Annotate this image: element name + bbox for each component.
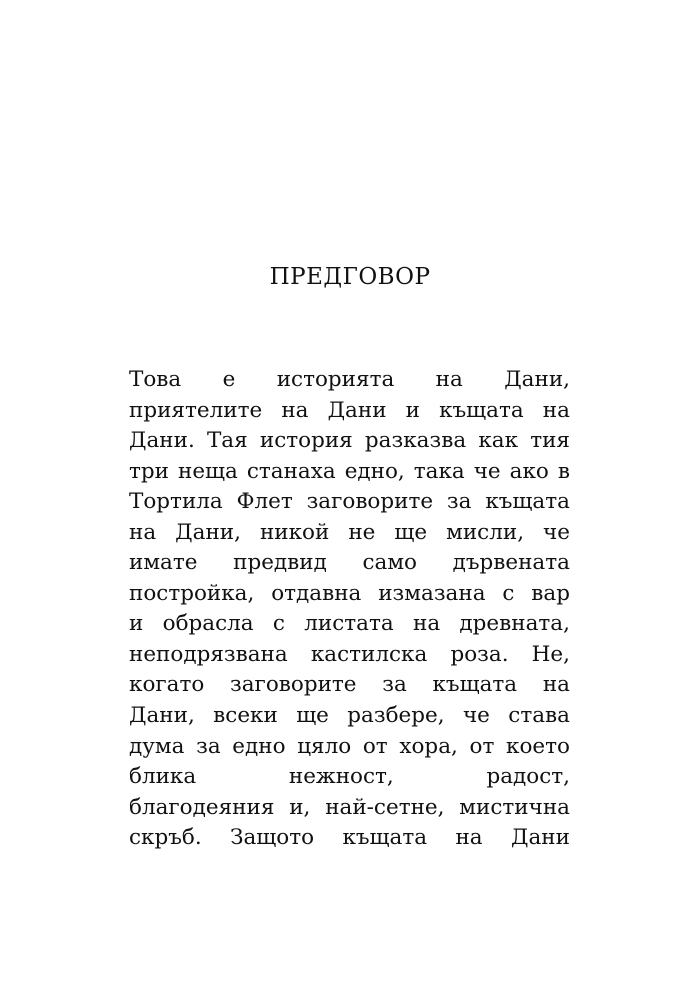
word: всеки (213, 703, 278, 729)
word: Дани (327, 397, 387, 423)
word: роза. (450, 641, 509, 667)
word: Не, (531, 641, 570, 667)
text-line (129, 762, 570, 793)
text-line (129, 579, 570, 610)
word: на (542, 397, 570, 423)
word: е (222, 367, 236, 392)
word: листата (304, 611, 394, 637)
word: Дани, (504, 367, 570, 392)
word: Това (129, 367, 182, 392)
text-line (129, 640, 570, 671)
word: древната, (459, 611, 570, 637)
word: Защото (230, 825, 315, 851)
text-line (129, 457, 570, 488)
word: Тортила (129, 489, 223, 515)
word: едно (232, 733, 286, 759)
word: разказва (364, 428, 467, 454)
word: за (446, 489, 472, 515)
word: измазана (378, 580, 486, 606)
chapter-heading: ПРЕДГОВОР (269, 264, 431, 290)
word: на (281, 397, 309, 423)
word: историята (276, 367, 395, 392)
word: никой (259, 519, 330, 545)
word: къщата (432, 672, 518, 698)
word: приятелите (129, 397, 263, 423)
word: дума (129, 733, 185, 759)
word: Дани, (175, 519, 241, 545)
word: благодеяния (129, 794, 275, 820)
word: от (362, 733, 388, 759)
word: когато (129, 672, 205, 698)
word: кастилска (310, 641, 428, 667)
word: само (362, 550, 417, 576)
word: скръб. (129, 825, 202, 851)
word: не (348, 519, 376, 545)
text-line (129, 396, 570, 427)
word: хора, (399, 733, 458, 759)
word: заговорите (230, 672, 357, 698)
word: и (129, 611, 144, 637)
word: за (382, 672, 407, 698)
word: мистична (459, 794, 570, 820)
word: в (557, 458, 570, 484)
text-line (129, 823, 570, 854)
word: Дани, (129, 703, 195, 729)
text-line (129, 793, 570, 824)
word: три (129, 458, 169, 484)
word: на (455, 825, 483, 851)
word: Дани (510, 825, 570, 851)
word: ще (296, 703, 329, 729)
word: едно, (344, 458, 405, 484)
word: Тая (206, 428, 248, 454)
word: вар (531, 580, 570, 606)
text-line (129, 670, 570, 701)
word: че (462, 703, 490, 729)
word: радост, (486, 764, 570, 790)
word: къщата (485, 489, 570, 515)
word: Флет (236, 489, 293, 515)
text-line (129, 701, 570, 732)
text-line (129, 609, 570, 640)
body-paragraph (129, 365, 570, 854)
word: къщата (342, 825, 428, 851)
word: с (272, 611, 285, 637)
word: на (412, 611, 441, 637)
word: мисли, (446, 519, 525, 545)
word: предвид (233, 550, 327, 576)
word: става (508, 703, 570, 729)
word: станаха (246, 458, 336, 484)
word: нежност, (288, 764, 394, 790)
text-line (129, 732, 570, 763)
word: че (473, 458, 501, 484)
word: история (259, 428, 353, 454)
word: най-сетне, (325, 794, 445, 820)
word: на (542, 672, 570, 698)
word: на (129, 519, 157, 545)
word: ще (394, 519, 428, 545)
word: обрасла (162, 611, 254, 637)
text-line (129, 518, 570, 549)
word: и (405, 397, 420, 423)
word: неща (177, 458, 238, 484)
word: цяло (297, 733, 352, 759)
word: ако (509, 458, 549, 484)
word: имате (129, 550, 198, 576)
word: така (413, 458, 465, 484)
word: блика (129, 764, 197, 790)
word: че (543, 519, 570, 545)
text-line (129, 487, 570, 518)
word: неподрязвана (129, 641, 288, 667)
word: на (435, 367, 463, 392)
word: как (478, 428, 519, 454)
word: за (196, 733, 221, 759)
word: къщата (439, 397, 524, 423)
text-line (129, 548, 570, 579)
word: разбере, (347, 703, 445, 729)
word: което (506, 733, 570, 759)
text-line (129, 365, 570, 396)
word: заговорите (306, 489, 434, 515)
word: отдавна (271, 580, 362, 606)
word: постройка, (129, 580, 255, 606)
word: и, (289, 794, 311, 820)
word: Дани. (129, 428, 195, 454)
word: дървената (452, 550, 570, 576)
text-line (129, 426, 570, 457)
word: от (469, 733, 495, 759)
word: тия (530, 428, 570, 454)
word: с (502, 580, 515, 606)
